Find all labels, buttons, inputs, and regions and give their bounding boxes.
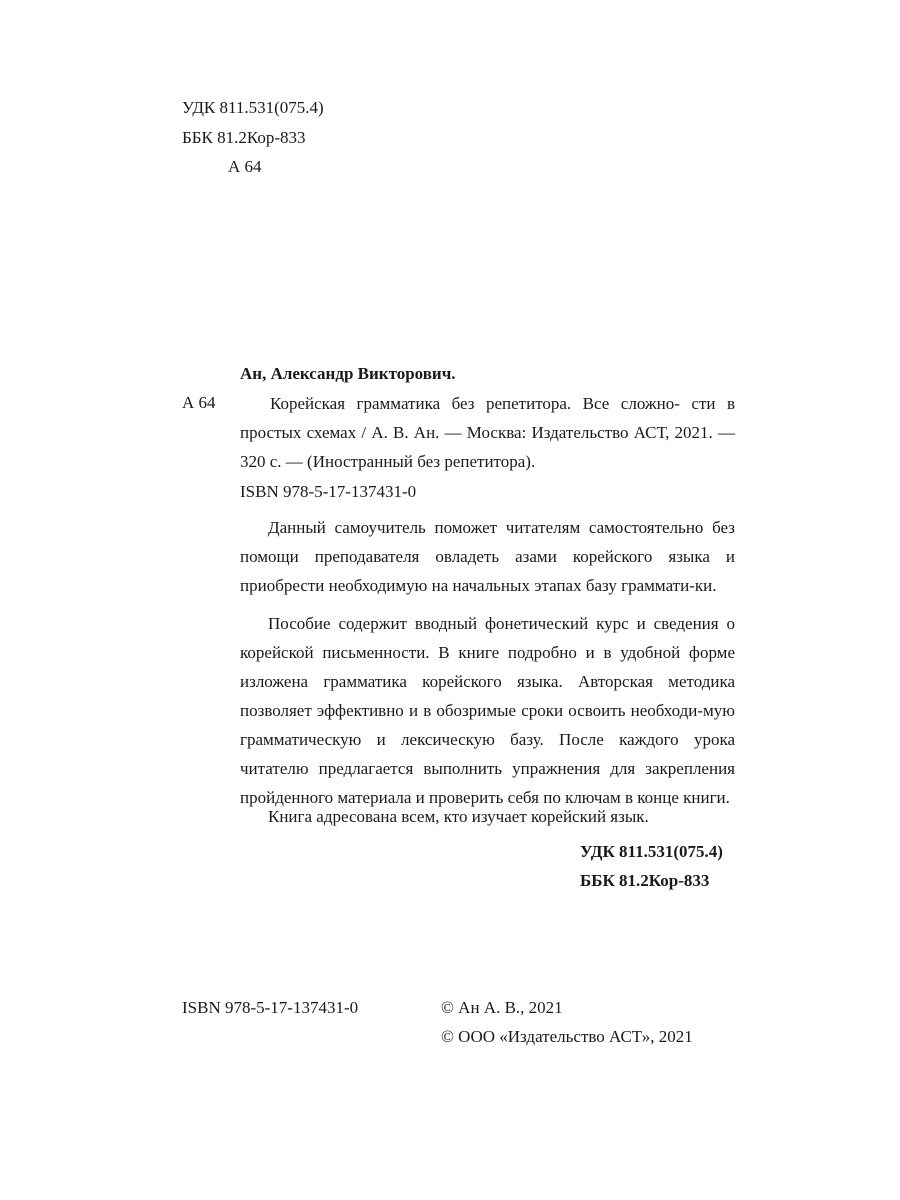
udk-code-bottom: УДК 811.531(075.4) <box>580 842 723 861</box>
bibliographic-description <box>240 389 735 476</box>
annotation-paragraph-2: Пособие содержит вводный фонетический курс и сведения о корейской письменности. В книге подробно и в удобной форме изложена грамматика корейского языка. Авторская методика позволяет эффективно и в обозримые сроки освоить необходи-мую грамматическую и лексическую базу. После каждого урока читателю предлагается выполнить упражнения для закрепления пройденного материала и проверить себя по ключам в конце книги. <box>240 614 735 807</box>
author-heading: Ан, Александр Викторович. <box>240 364 456 383</box>
isbn-imprint: ISBN 978-5-17-137431-0 <box>182 998 359 1017</box>
description-line1: Корейская грамматика без репетитора. Все сложно- <box>270 394 680 413</box>
author-mark: А 64 <box>182 393 216 412</box>
copyright-author: © Ан А. В., 2021 <box>441 998 563 1017</box>
annotation-paragraph-3: Книга адресована всем, кто изучает корейский язык. <box>268 807 649 826</box>
udk-code-top: УДК 811.531(075.4) <box>182 98 324 117</box>
bbk-code-bottom: ББК 81.2Кор-833 <box>580 871 710 890</box>
copyright-publisher: © ООО «Издательство АСТ», 2021 <box>441 1027 693 1046</box>
author-mark-top: А 64 <box>228 157 262 176</box>
annotation-paragraph-1: Данный самоучитель поможет читателям самостоятельно без помощи преподавателя овладеть азами корейского языка и приобрести необходимую на начальных этапах базу граммати-ки. <box>240 518 735 595</box>
description-rest: сти в простых схемах / А. В. Ан. — Москва: Издательство АСТ, 2021. — 320 с. — (Иностранный без репетитора). <box>240 394 735 471</box>
bbk-code-top: ББК 81.2Кор-833 <box>182 128 306 147</box>
isbn-record: ISBN 978-5-17-137431-0 <box>240 482 417 501</box>
